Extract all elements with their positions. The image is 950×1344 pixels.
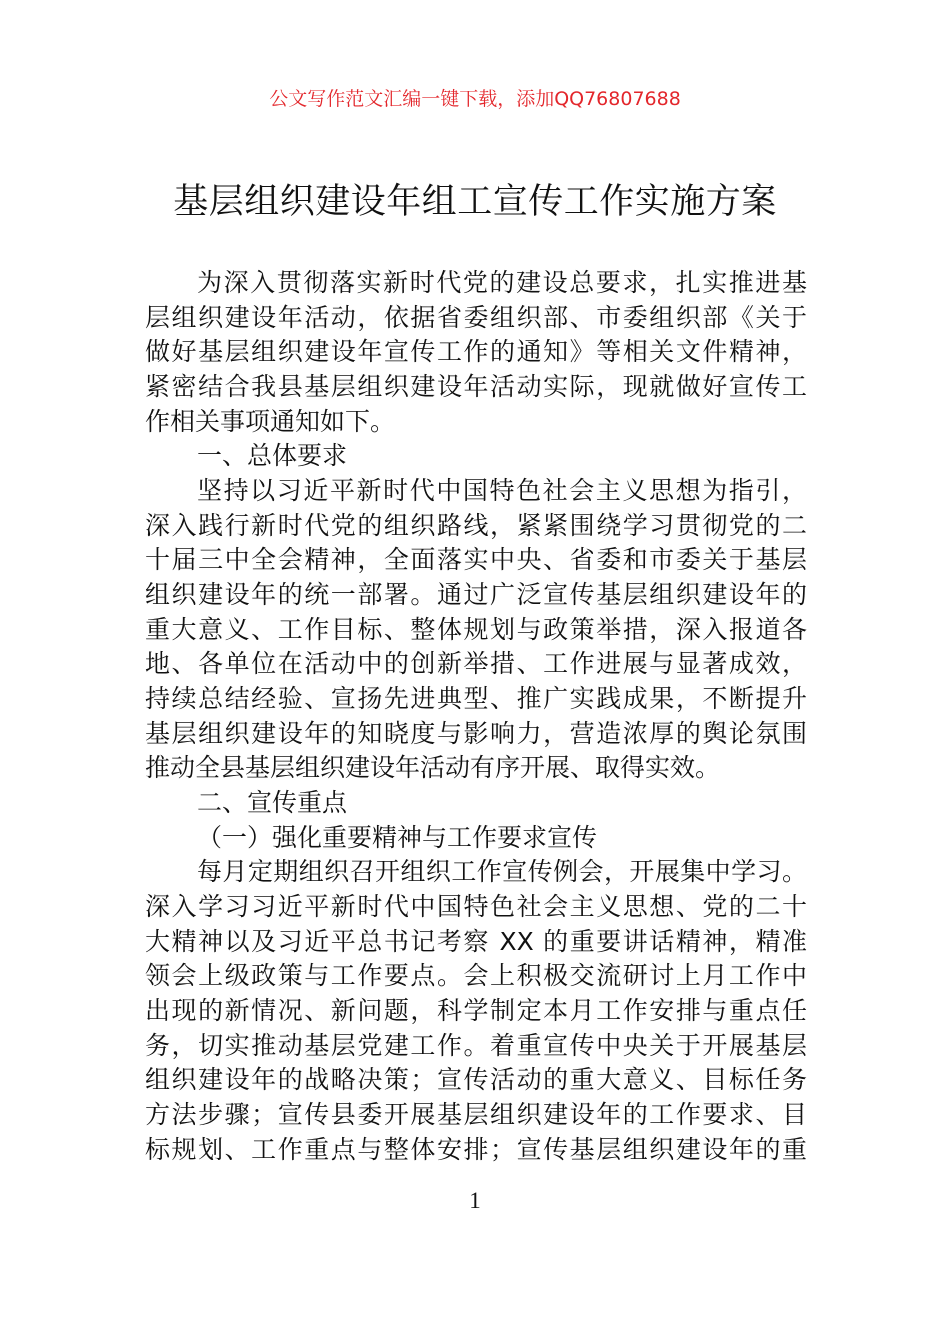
text-line: 组织建设年的统一部署。通过广泛宣传基层组织建设年的 (145, 580, 807, 610)
text-line: 每月定期组织召开组织工作宣传例会，开展集中学习。 (197, 857, 807, 887)
text-line: 推动全县基层组织建设年活动有序开展、取得实效。 (145, 753, 721, 783)
text-line: 大精神以及习近平总书记考察 XX 的重要讲话精神，精准 (145, 926, 807, 956)
text-line: （一）强化重要精神与工作要求宣传 (197, 822, 598, 852)
text-line: 层组织建设年活动，依据省委组织部、市委组织部《关于 (145, 302, 807, 332)
document-body (145, 266, 807, 1167)
text-line: 领会上级政策与工作要点。会上积极交流研讨上月工作中 (145, 961, 807, 991)
text-line: 紧密结合我县基层组织建设年活动实际，现就做好宣传工 (145, 372, 807, 402)
text-line: 地、各单位在活动中的创新举措、工作进展与显著成效， (145, 649, 807, 679)
text-line: 深入践行新时代党的组织路线，紧紧围绕学习贯彻党的二 (145, 510, 807, 540)
text-line: 务，切实推动基层党建工作。着重宣传中央关于开展基层 (145, 1030, 807, 1060)
text-line: 为深入贯彻落实新时代党的建设总要求，扎实推进基 (197, 268, 807, 297)
text-line: 重大意义、工作目标、整体规划与政策举措，深入报道各 (145, 614, 807, 644)
text-line: 深入学习习近平新时代中国特色社会主义思想、党的二十 (145, 892, 807, 922)
text-line: 坚持以习近平新时代中国特色社会主义思想为指引， (197, 476, 807, 506)
document-title: 基层组织建设年组工宣传工作实施方案 (173, 182, 777, 222)
text-line: 做好基层组织建设年宣传工作的通知》等相关文件精神， (145, 337, 807, 367)
text-line: 组织建设年的战略决策；宣传活动的重大意义、目标任务 (145, 1065, 807, 1095)
text-line: 十届三中全会精神，全面落实中央、省委和市委关于基层 (145, 545, 807, 575)
text-line: 出现的新情况、新问题，科学制定本月工作安排与重点任 (145, 996, 807, 1026)
text-line: 作相关事项通知如下。 (145, 406, 396, 436)
download-notice: 公文写作范文汇编一键下载，添加QQ76807688 (269, 88, 681, 110)
text-line: 一、总体要求 (197, 441, 348, 471)
text-line: 基层组织建设年的知晓度与影响力，营造浓厚的舆论氛围 (145, 718, 807, 748)
text-line: 方法步骤；宣传县委开展基层组织建设年的工作要求、目 (145, 1100, 807, 1130)
page-number: 1 (469, 1188, 481, 1213)
text-line: 标规划、工作重点与整体安排；宣传基层组织建设年的重 (145, 1134, 807, 1164)
text-line: 持续总结经验、宣扬先进典型、推广实践成果，不断提升 (145, 684, 807, 714)
text-line: 二、宣传重点 (197, 788, 348, 818)
